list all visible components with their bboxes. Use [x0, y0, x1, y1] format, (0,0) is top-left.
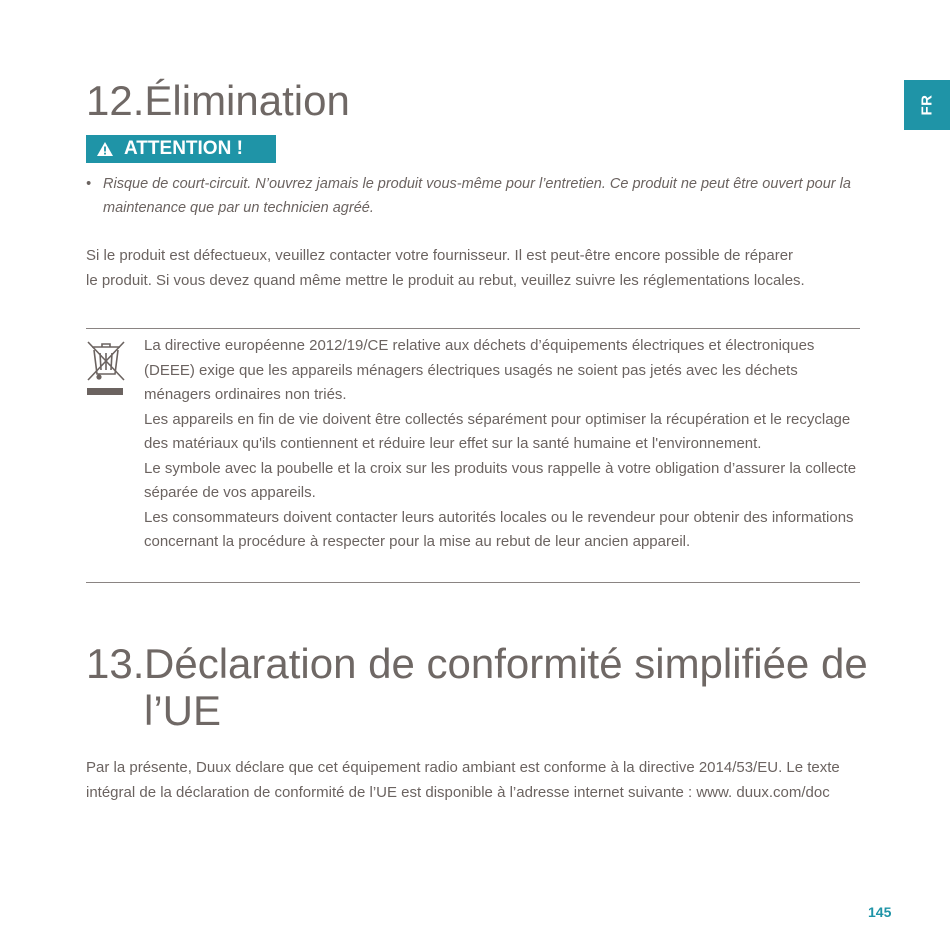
section-13-title-line1: Déclaration de conformité simplifiée de	[144, 640, 868, 687]
weee-paragraph: Le symbole avec la poubelle et la croix sur les produits vous rappelle à votre obligation d’assurer la collecte séparée de vos appareils.	[144, 459, 857, 501]
weee-paragraph: La directive européenne 2012/19/CE relative aux déchets d’équipements électriques et électroniques (DEEE) exige que les appareils ménagers électriques usagés ne soient pas jetés avec les déchets ménagers ordinaires non triés.	[144, 337, 815, 403]
declaration-paragraph: Par la présente, Duux déclare que cet équipement radio ambiant est conforme à la directive 2014/53/EU. Le texte intégral de la déclaration de conformité de l’UE est disponible à l’adresse internet suivante : www. duux.com/doc	[86, 759, 840, 801]
crossed-out-bin-icon	[86, 338, 126, 398]
bullet-marker: •	[86, 176, 92, 192]
section-13-heading	[86, 640, 868, 734]
weee-directive-text	[144, 334, 866, 555]
section-12-number: 12.	[86, 77, 145, 124]
section-13-title-line2: l’UE	[144, 687, 222, 734]
attention-banner	[86, 135, 276, 163]
section-13-number: 13.	[86, 640, 145, 687]
defect-paragraph: Si le produit est défectueux, veuillez contacter votre fournisseur. Il est peut-être encore possible de réparer le produit. Si vous devez quand même mettre le produit au rebut, veuillez suivre les réglementations locales.	[86, 247, 805, 289]
weee-paragraph: Les consommateurs doivent contacter leurs autorités locales ou le revendeur pour obtenir des informations concernant la procédure à respecter pour la mise au rebut de leur ancien appareil.	[144, 508, 854, 550]
warning-triangle-icon	[96, 141, 114, 157]
section-12-heading	[86, 77, 350, 125]
divider-bottom	[86, 582, 860, 583]
warning-text: Risque de court-circuit. N’ouvrez jamais le produit vous-même pour l’entretien. Ce produit ne peut être ouvert pour la maintenance que par un technicien agréé.	[103, 176, 851, 216]
attention-label: ATTENTION !	[124, 138, 243, 159]
section-12-title: Élimination	[144, 77, 350, 124]
language-label: FR	[918, 94, 936, 116]
attention-warning	[86, 172, 856, 220]
page-number: 145	[868, 904, 892, 920]
language-tab	[904, 80, 950, 130]
divider-top	[86, 328, 860, 329]
weee-paragraph: Les appareils en fin de vie doivent être collectés séparément pour optimiser la récupération et le recyclage des matériaux qu'ils contiennent et réduire leur effet sur la santé humaine et l'environnement.	[144, 410, 851, 452]
